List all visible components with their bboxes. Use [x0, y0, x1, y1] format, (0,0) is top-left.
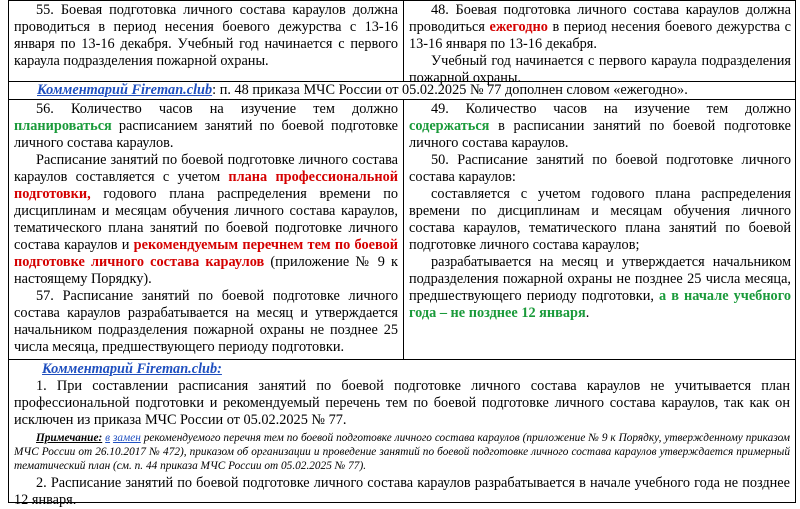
old-text-cell-2	[9, 100, 404, 359]
old-paragraph-56-2: Расписание занятий по боевой подготовке личного состава караулов составляется с учетом плана профессиональной подготовки, годового плана распределения времени по дисциплинам и месяцам обучения личного состава караулов, тематического плана занятий по боевой подготовке личного состава караулов и рекомендуемым перечнем тем по боевой подготовке личного состава караулов (приложение № 9 к настоящему Порядку).	[14, 152, 398, 287]
new-text-cell-2	[404, 100, 796, 359]
comment-row-2	[8, 360, 796, 508]
comment-row-1	[8, 82, 796, 100]
old-paragraph-56: 56. Количество часов на изучение тем должно планироваться расписанием занятий по боевой подготовке личного состава караулов.	[14, 101, 398, 151]
highlight-removed-plan: плана профессиональной подготовки,	[14, 169, 398, 202]
new-paragraph-48-2: Учебный год начинается с первого караула подразделения пожарной охраны.	[409, 53, 791, 86]
highlight-removed-list: рекомендуемым перечнем тем по боевой подготовке личного состава караулов	[14, 237, 398, 270]
new-paragraph-48: 48. Боевая подготовка личного состава караулов должна проводиться ежегодно в период несения боевого дежурства с 13-16 января по 13-16 декабря.	[409, 2, 791, 52]
new-paragraph-50: 50. Расписание занятий по боевой подготовке личного состава караулов:	[409, 152, 791, 185]
new-paragraph-50-1: составляется с учетом годового плана распределения времени по дисциплинам и месяцам обучения личного состава караулов, тематического плана занятий по боевой подготовке личного состава караулов;	[409, 186, 791, 253]
comment-item-1: 1. При составлении расписания занятий по боевой подготовке личного состава караулов не учитывается план профессиональной подготовки и рекомендуемый перечень тем по боевой подготовке личного состава караулов, так как он исключен из приказа МЧС России от 05.02.2025 № 77.	[14, 378, 790, 428]
highlight-old-word: планироваться	[14, 118, 112, 134]
old-text-cell	[9, 1, 404, 81]
new-paragraph-49: 49. Количество часов на изучение тем должно содержаться в расписании занятий по боевой подготовке личного состава караулов.	[409, 101, 791, 151]
highlight-new-word: содержаться	[409, 118, 490, 134]
comment-label[interactable]: Комментарий Fireman.club	[37, 82, 213, 98]
highlight-deadline: а в начале учебного года – не позднее 12 января	[409, 288, 791, 321]
new-text-cell	[404, 1, 796, 86]
comment-note: Примечание: в замен рекомендуемого перечня тем по боевой подготовке личного состава караулов (приложение № 9 к Порядку, утвержденному приказом МЧС России от 26.10.2017 № 472), приказом об организации и проведение занятий по боевой подготовке личного состава караулов утверждается примерный тематический план (см. п. 44 приказа МЧС России от 05.02.2025 № 77).	[14, 432, 791, 472]
comment-1: Комментарий Fireman.club: п. 48 приказа МЧС России от 05.02.2025 № 77 дополнен словом «ежегодно».	[37, 82, 688, 98]
highlight-added-word: ежегодно	[489, 19, 548, 35]
comparison-row-2	[8, 100, 796, 360]
comment-2	[9, 360, 795, 508]
new-paragraph-50-2: разрабатывается на месяц и утверждается начальником подразделения пожарной охраны не позднее 25 числа месяца, предшествующего периоду подготовки, а в начале учебного года – не позднее 12 января.	[409, 254, 791, 321]
comment-label-2[interactable]: Комментарий Fireman.club:	[42, 361, 222, 377]
comment-2-heading	[14, 361, 790, 378]
old-paragraph-55: 55. Боевая подготовка личного состава караулов должна проводиться в период несения боевого дежурства с 13-16 января по 13-16 декабря. Учебный год начинается с первого караула подразделения пожарной охраны.	[14, 2, 398, 69]
comparison-row-1	[8, 0, 796, 86]
note-link-v[interactable]: в	[105, 432, 111, 444]
old-paragraph-57: 57. Расписание занятий по боевой подготовке личного состава караулов разрабатывается на месяц и утверждается начальником подразделения пожарной охраны не позднее 25 числа месяца, предшествующего периоду подготовки.	[14, 288, 398, 355]
comment-item-2: 2. Расписание занятий по боевой подготовке личного состава караулов разрабатывается в начале учебного года не позднее 12 января.	[14, 475, 790, 508]
note-link-zamen[interactable]: замен	[112, 432, 141, 444]
note-label: Примечание:	[36, 432, 103, 444]
